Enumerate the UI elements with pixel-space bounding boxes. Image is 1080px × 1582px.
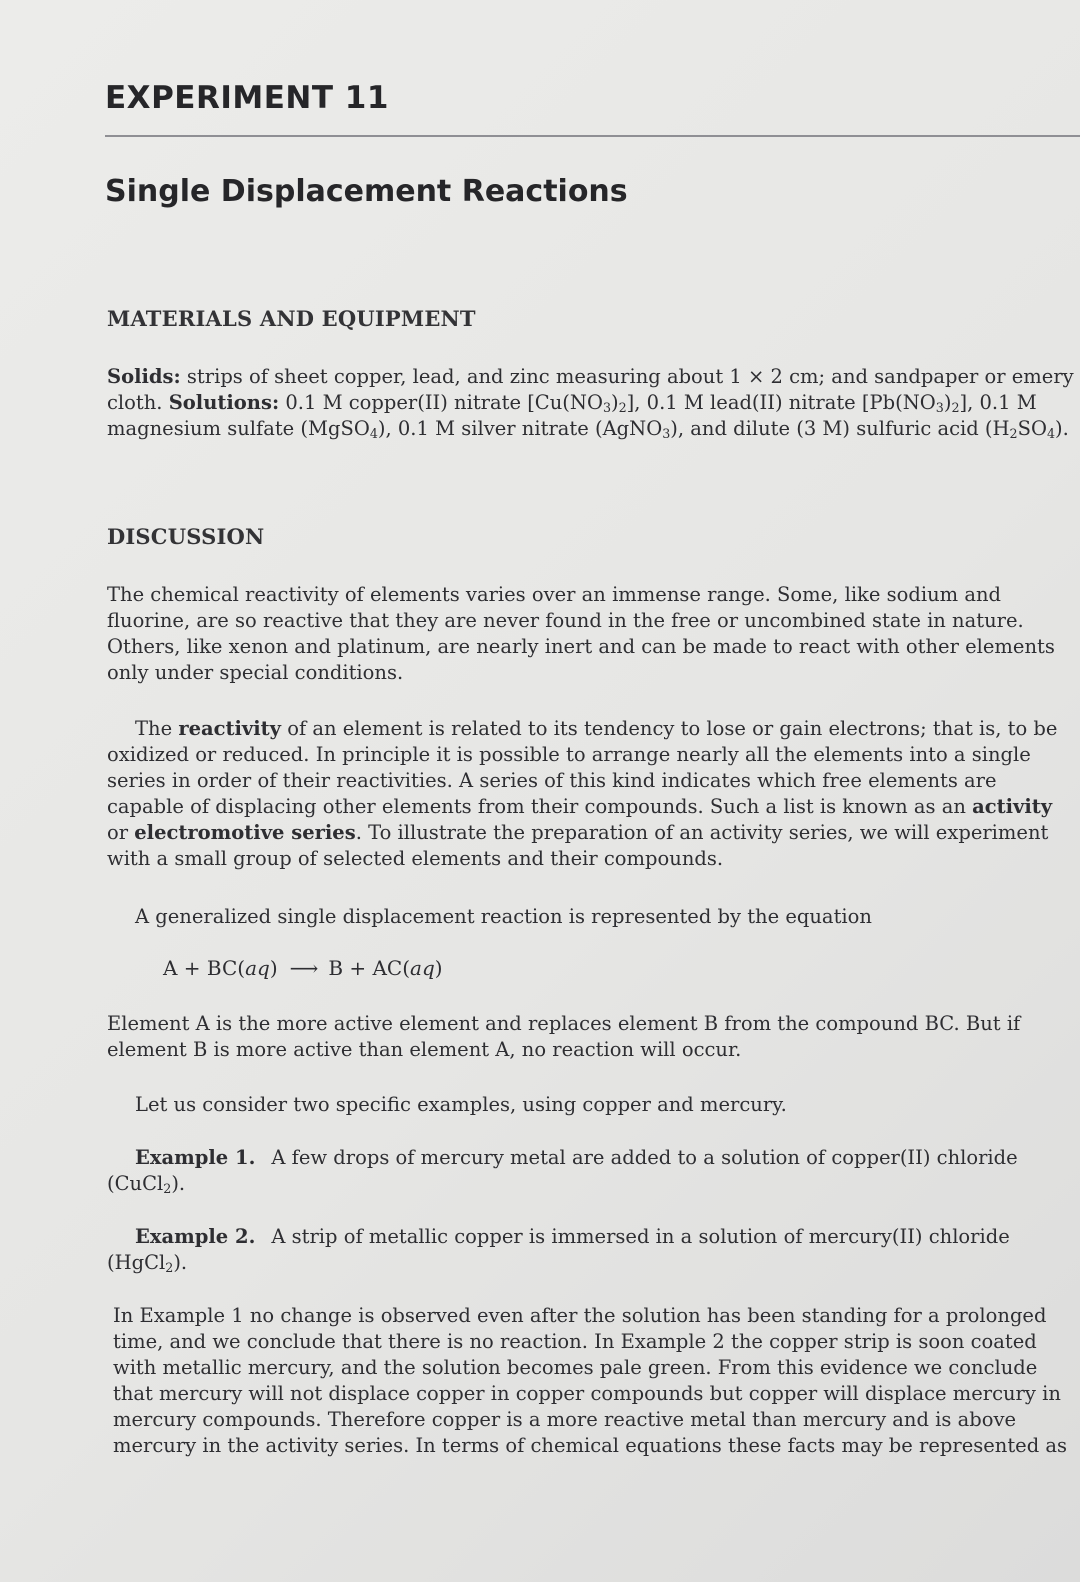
discussion-paragraph-2: The reactivity of an element is related to its tendency to lose or gain electrons; that is, to be oxidized or reduced. In principle it is possible to arrange nearly all the elements into a single series in order of their reactivities. A series of this kind indicates which free elements are capable of displacing other elements from their compounds. Such a list is known as an activity or electromotive series. To illustrate the preparation of an activity series, we will experiment with a small group of selected elements and their compounds. bbox=[107, 717, 1058, 870]
term-activity: activity bbox=[972, 795, 1053, 818]
example-2-label: Example 2. bbox=[135, 1225, 256, 1248]
reaction-arrow: ⟶ bbox=[289, 956, 319, 980]
page-title: Single Displacement Reactions bbox=[105, 174, 628, 209]
example-2: Example 2. A strip of metallic copper is immersed in a solution of mercury(II) chloride (HgCl$_2$). bbox=[107, 1225, 1010, 1276]
term-reactivity: reactivity bbox=[178, 717, 281, 740]
discussion-paragraph-5: Let us consider two specific examples, using copper and mercury. bbox=[135, 1093, 787, 1116]
materials-heading: MATERIALS AND EQUIPMENT bbox=[107, 306, 476, 331]
materials-paragraph: Solids: strips of sheet copper, lead, and zinc measuring about 1 × 2 cm; and sandpaper or emery cloth. Solutions: 0.1 M copper(II) nitrate $[Cu(NO_3)_2]$, 0.1 M lead(II) nitrate $[Pb(NO_3)_2]$, 0.1 M magnesium sulfate (MgSO$_4$), 0.1 M silver nitrate (AgNO$_3$), and dilute (3 M) sulfuric acid $(H_2SO_4)$. bbox=[107, 365, 1074, 442]
discussion-paragraph-4: Element A is the more active element and replaces element B from the compound BC. But if element B is more active than element A, no reaction will occur. bbox=[107, 1012, 1021, 1061]
solutions-label: Solutions: bbox=[168, 391, 280, 414]
term-electromotive-series: electromotive series bbox=[134, 821, 356, 844]
discussion-paragraph-3: A generalized single displacement reaction is represented by the equation bbox=[135, 905, 872, 928]
header-rule bbox=[105, 135, 1080, 137]
experiment-label: EXPERIMENT 11 bbox=[105, 80, 389, 116]
discussion-heading: DISCUSSION bbox=[107, 524, 265, 549]
discussion-paragraph-1: The chemical reactivity of elements varies over an immense range. Some, like sodium and fluorine, are so reactive that they are never found in the free or uncombined state in nature. Others, like xenon and platinum, are nearly inert and can be made to react with other elements only under special conditions. bbox=[107, 583, 1055, 684]
reaction-equation: A + BC(aq) ⟶ B + AC(aq) bbox=[163, 956, 443, 980]
solids-label: Solids: bbox=[107, 365, 181, 388]
example-1-label: Example 1. bbox=[135, 1146, 256, 1169]
discussion-paragraph-6: In Example 1 no change is observed even after the solution has been standing for a prolonged time, and we conclude that there is no reaction. In Example 2 the copper strip is soon coated with metallic mercury, and the solution becomes pale green. From this evidence we conclude that mercury will not displace copper in copper compounds but copper will displace mercury in mercury compounds. Therefore copper is a more reactive metal than mercury and is above mercury in the activity series. In terms of chemical equations these facts may be represented as bbox=[113, 1304, 1068, 1457]
example-1: Example 1. A few drops of mercury metal are added to a solution of copper(II) chloride (CuCl$_2$). bbox=[107, 1146, 1018, 1197]
